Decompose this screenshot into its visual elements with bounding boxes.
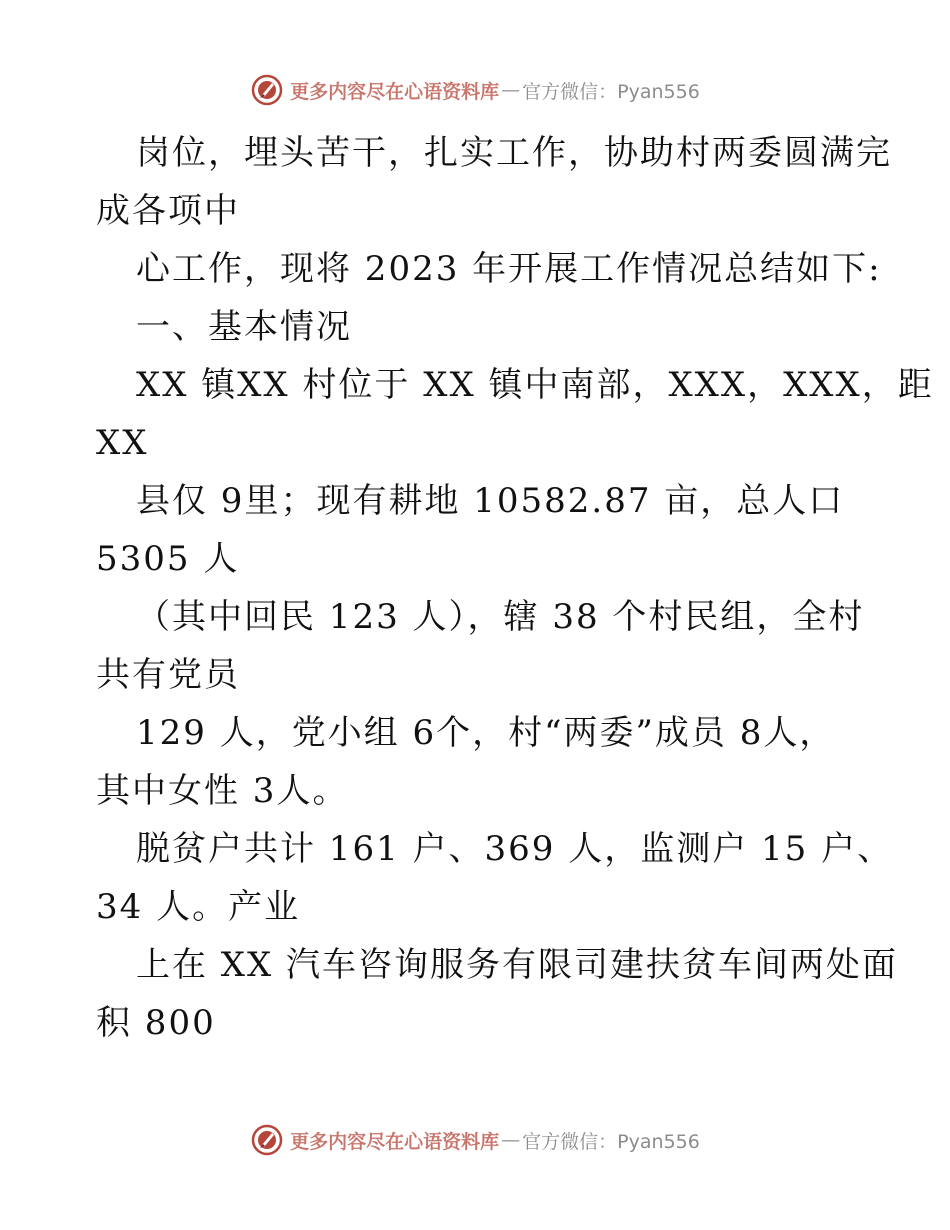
watermark-wechat: 官方微信：Pyan556 xyxy=(522,1130,700,1153)
body-line: XX 镇XX 村位于 XX 镇中南部，XXX，XXX，距 xyxy=(136,365,934,405)
body-line: XX xyxy=(96,423,149,463)
body-line: 129 人，党小组 6个，村“两委”成员 8人， xyxy=(136,713,836,753)
body-line: 心工作，现将 2023 年开展工作情况总结如下: xyxy=(136,249,882,289)
body-line: 其中女性 3人。 xyxy=(96,771,349,811)
watermark-separator: — xyxy=(501,1129,521,1151)
watermark-separator: — xyxy=(501,79,521,101)
body-line: 34 人。产业 xyxy=(96,887,301,927)
watermark-slogan: 更多内容尽在心语资料库 xyxy=(290,1130,500,1153)
section-heading: 一、基本情况 xyxy=(136,307,352,347)
document-body xyxy=(96,124,934,1052)
body-line: 岗位，埋头苦干，扎实工作，协助村两委圆满完 xyxy=(136,133,892,173)
body-line: 县仅 9里；现有耕地 10582.87 亩，总人口 xyxy=(136,481,845,521)
pen-nib-logo-icon xyxy=(250,1123,284,1157)
body-line: （其中回民 123 人），辖 38 个村民组，全村 xyxy=(136,597,865,637)
body-line: 脱贫户共计 161 户、369 人，监测户 15 户、 xyxy=(136,829,894,869)
pen-nib-logo-icon xyxy=(250,73,284,107)
watermark-wechat: 官方微信：Pyan556 xyxy=(522,80,700,103)
body-line: 5305 人 xyxy=(96,539,240,579)
body-line: 共有党员 xyxy=(96,655,240,695)
watermark-slogan: 更多内容尽在心语资料库 xyxy=(290,80,500,103)
body-line: 积 800 xyxy=(96,1003,216,1043)
body-line: 上在 XX 汽车咨询服务有限司建扶贫车间两处面 xyxy=(136,945,899,985)
header-watermark xyxy=(0,70,950,110)
footer-watermark xyxy=(0,1120,950,1160)
body-line: 成各项中 xyxy=(96,191,240,231)
